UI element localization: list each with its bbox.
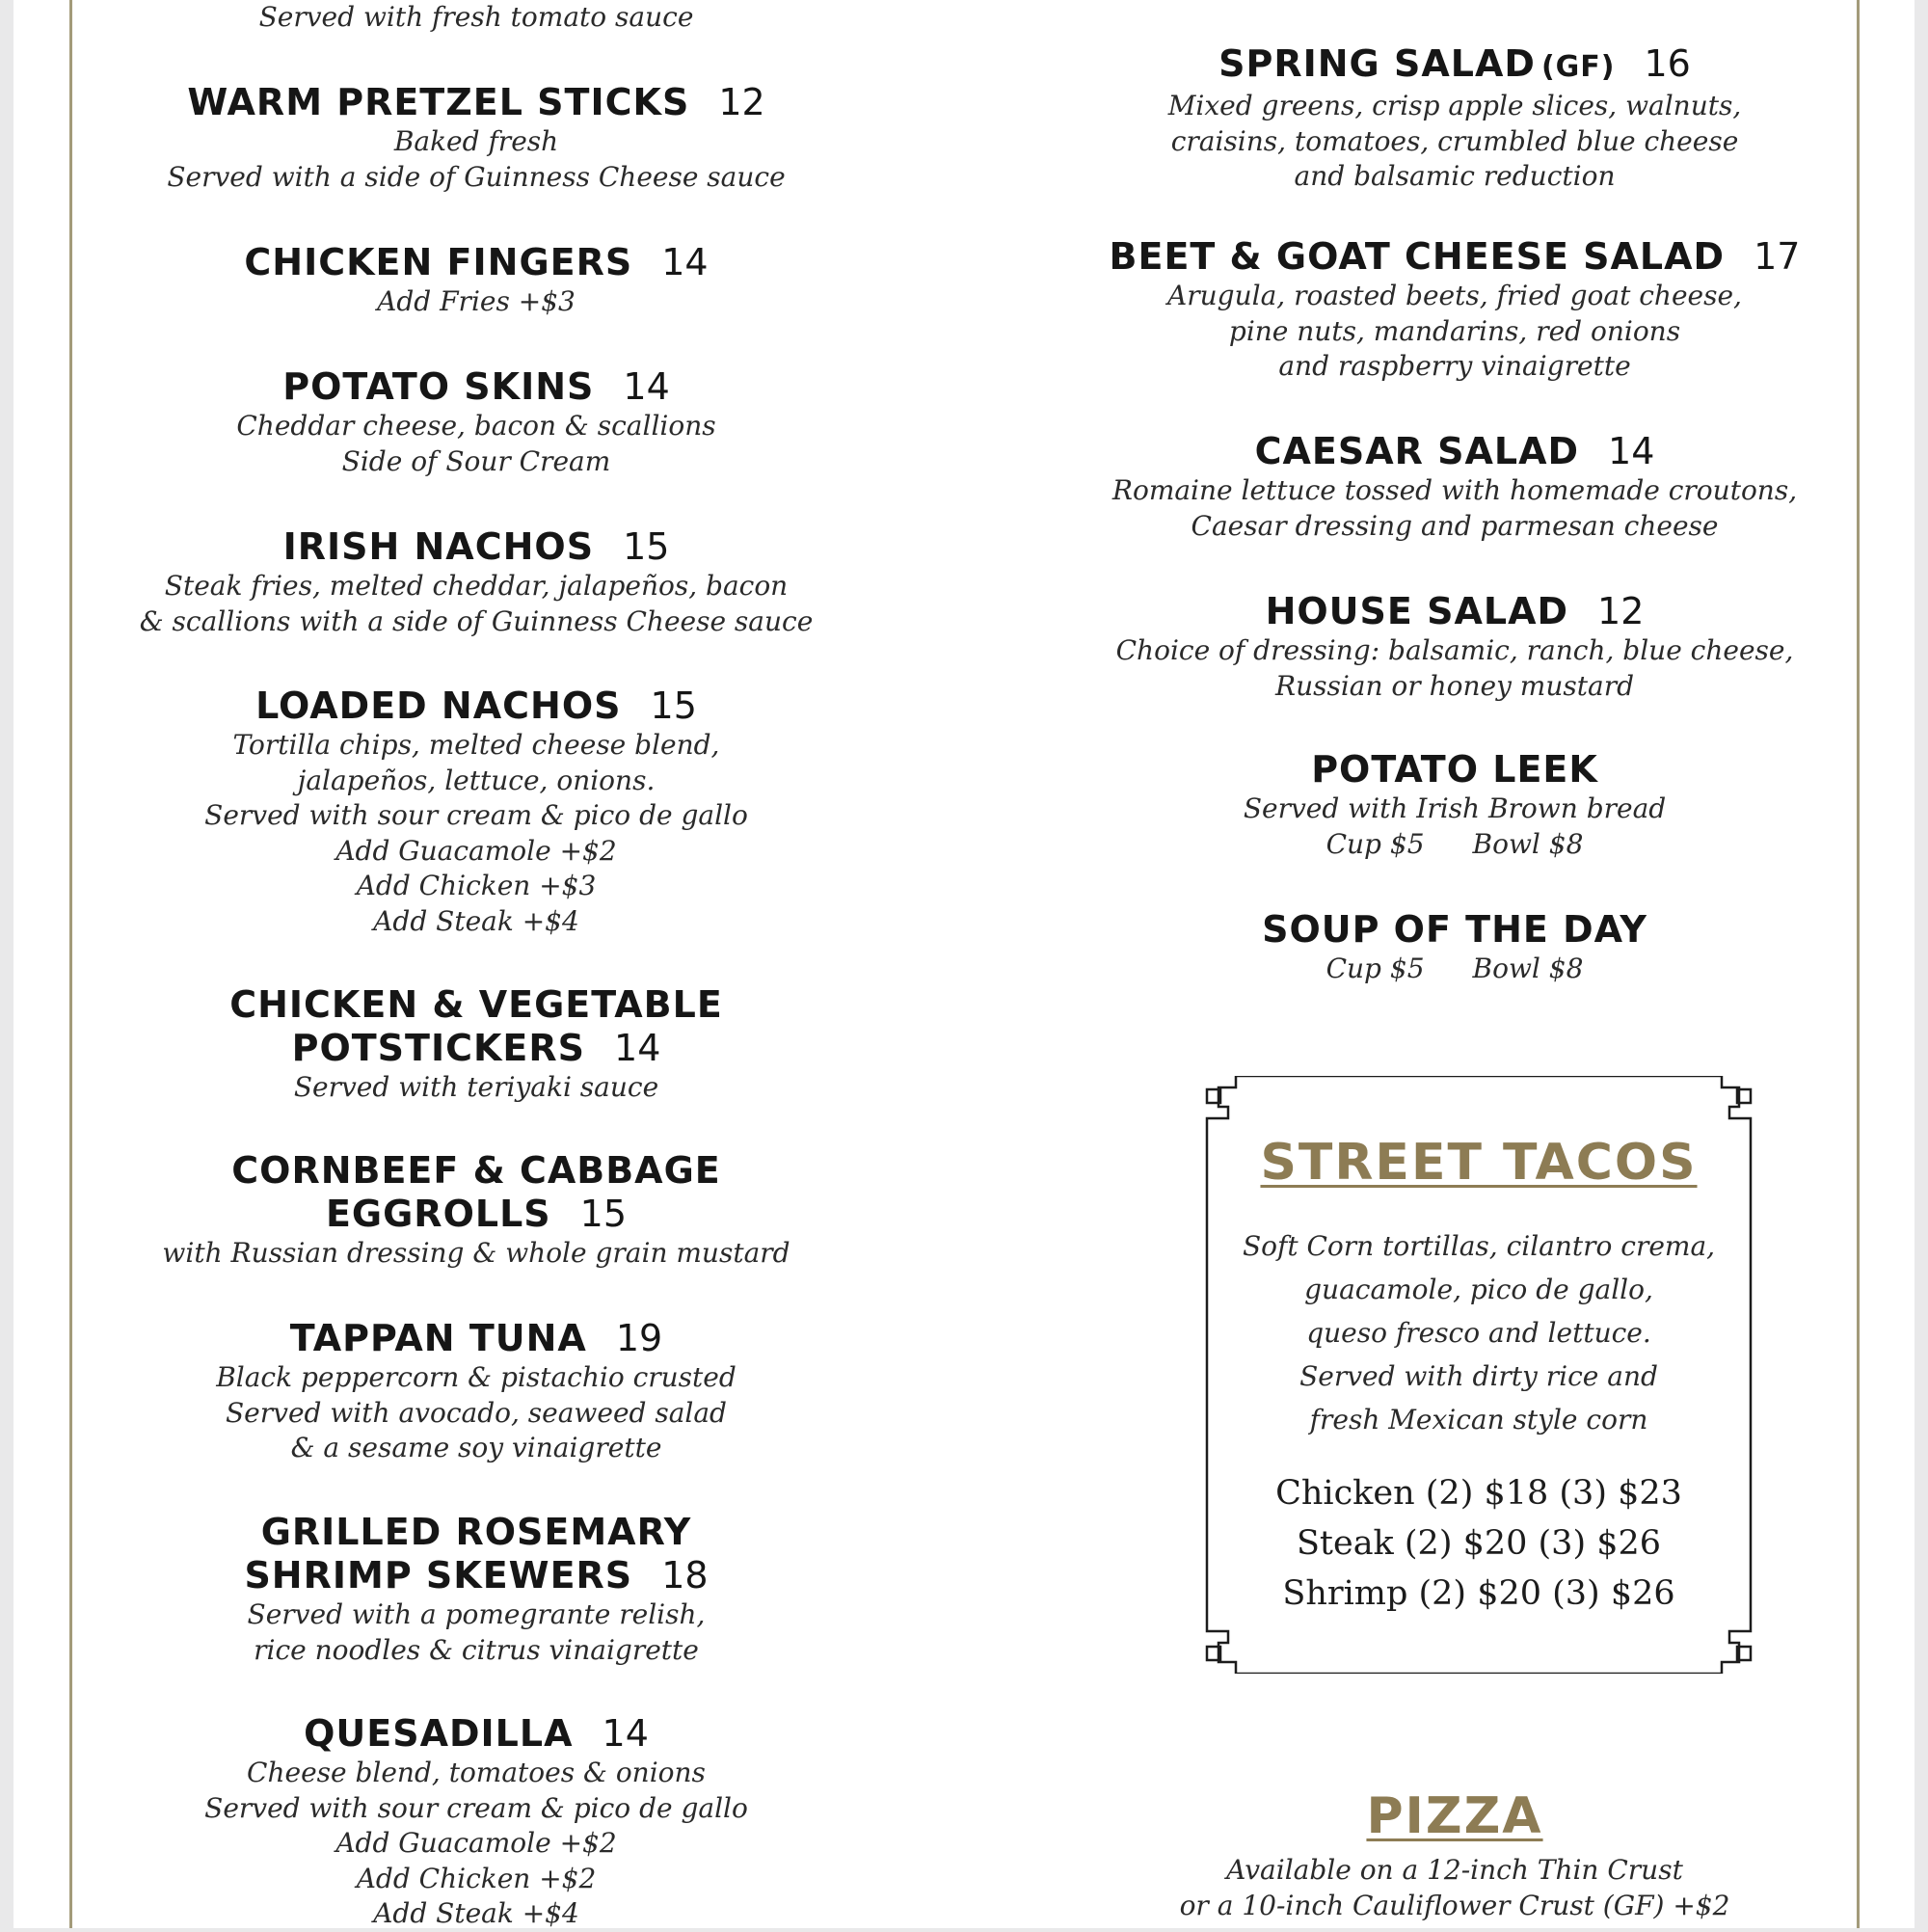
item-name: IRISH NACHOS [282,525,595,568]
menu-item-potato-leek [1088,748,1821,862]
item-desc-line: craisins, tomatoes, crumbled blue cheese [1170,124,1739,157]
item-price: 15 [579,1193,628,1235]
item-desc-line: Add Steak +$4 [373,1897,579,1929]
item-desc-line: rice noodles & citrus vinaigrette [254,1633,699,1666]
item-desc-line: with Russian dressing & whole grain mustard [162,1237,790,1269]
item-price: 14 [623,365,670,408]
tacos-desc-line: queso fresco and lettuce. [1306,1317,1651,1349]
item-name: POTATO SKINS [282,365,595,408]
item-name: QUESADILLA [304,1712,574,1755]
menu-item-beet-goat-cheese-salad [1088,235,1821,385]
item-name: CHICKEN FINGERS [244,241,633,283]
menu-item-tappan-tuna [129,1317,823,1466]
menu-item-warm-pretzel-sticks [129,81,823,195]
item-price: 18 [661,1554,709,1597]
item-name-line2: EGGROLLS [325,1193,551,1235]
pizza-desc-line: Available on a 12-inch Thin Crust [1226,1854,1683,1886]
item-name: SPRING SALAD [1218,42,1536,85]
item-desc-line: Add Chicken +$2 [356,1862,597,1894]
item-desc-line: Cheddar cheese, bacon & scallions [236,410,716,442]
menu-item-soup-of-the-day [1088,908,1821,987]
item-desc-line: jalapeños, lettuce, onions. [297,764,656,796]
item-desc-line: Choice of dressing: balsamic, ranch, blue cheese, [1115,634,1794,666]
item-name-line2: SHRIMP SKEWERS [244,1554,633,1597]
item-price: 14 [661,241,709,283]
menu-page [13,0,1915,1928]
street-tacos-description [1193,1224,1764,1441]
bowl-price: Bowl $8 [1472,827,1584,860]
bowl-price: Bowl $8 [1472,953,1584,984]
item-name-line1: CORNBEEF & CABBAGE [231,1149,721,1192]
menu-item-loaded-nachos [129,684,823,939]
cup-bowl-prices [1088,952,1821,987]
item-desc-line: Tortilla chips, melted cheese blend, [232,729,720,761]
pizza-section [1088,1787,1821,1923]
tacos-price-chicken: Chicken (2) $18 (3) $23 [1275,1474,1682,1513]
item-name: LOADED NACHOS [255,684,622,727]
item-price: 19 [615,1317,663,1359]
tacos-desc-line: fresh Mexican style corn [1309,1404,1648,1436]
item-desc-line: Caesar dressing and parmesan cheese [1191,509,1719,542]
menu-item-house-salad [1088,590,1821,704]
item-desc-line: Arugula, roasted beets, fried goat cheese, [1167,280,1742,311]
tacos-price-shrimp: Shrimp (2) $20 (3) $26 [1282,1574,1675,1613]
item-price: 16 [1644,42,1691,85]
gluten-free-tag: (GF) [1540,50,1616,84]
item-desc-line: Steak fries, melted cheddar, jalapeños, bacon [164,570,789,602]
item-name: CAESAR SALAD [1254,430,1580,472]
item-desc-line: Add Fries +$3 [377,285,576,317]
pizza-title: PIZZA [1366,1787,1543,1845]
menu-item-quesadilla [129,1712,823,1932]
item-desc-line: Cheese blend, tomatoes & onions [247,1757,706,1788]
item-desc-line: Served with a pomegrante relish, [247,1598,706,1630]
tacos-desc-line: guacamole, pico de gallo, [1304,1274,1653,1305]
item-desc-line: Served with sour cream & pico de gallo [204,799,748,831]
item-desc-line: and raspberry vinaigrette [1278,350,1631,382]
item-name-line2: POTSTICKERS [291,1027,586,1069]
item-desc-line: Russian or honey mustard [1275,669,1634,702]
item-desc-line: Add Steak +$4 [373,904,579,937]
item-desc-line: Baked fresh [393,125,559,157]
item-desc-line: Served with Irish Brown bread [1243,792,1667,824]
item-name-line1: CHICKEN & VEGETABLE [229,983,723,1026]
left-border-rule [69,0,72,1928]
menu-item-chicken-fingers [129,241,823,320]
item-name: POTATO LEEK [1311,748,1598,791]
item-desc-line: and balsamic reduction [1294,160,1616,192]
menu-item-eggrolls [129,1149,823,1272]
item-desc-line: Served with sour cream & pico de gallo [204,1791,748,1824]
item-desc-line: & scallions with a side of Guinness Cheese sauce [139,604,814,637]
tacos-desc-line: Soft Corn tortillas, cilantro crema, [1242,1230,1716,1262]
menu-item-shrimp-skewers [129,1511,823,1668]
item-desc-line: Add Guacamole +$2 [335,1827,617,1859]
item-price: 12 [718,81,765,123]
item-price: 14 [602,1712,649,1755]
item-name: SOUP OF THE DAY [1262,908,1647,951]
item-desc-line: & a sesame soy vinaigrette [290,1432,662,1463]
item-desc-line: Served with teriyaki sauce [293,1071,659,1103]
menu-item-potato-skins [129,365,823,479]
tacos-desc-line: Served with dirty rice and [1299,1360,1658,1392]
cup-price: Cup $5 [1326,953,1425,984]
item-desc-line: Mixed greens, crisp apple slices, walnuts, [1167,90,1742,121]
cup-price: Cup $5 [1326,827,1425,860]
item-desc-line: Served with fresh tomato sauce [258,1,694,33]
item-name: WARM PRETZEL STICKS [187,81,690,123]
item-name: BEET & GOAT CHEESE SALAD [1109,235,1726,278]
street-tacos-box [1193,1076,1764,1674]
item-name: TAPPAN TUNA [289,1317,587,1359]
item-desc-line: Side of Sour Cream [341,444,611,477]
menu-item-spring-salad [1088,42,1821,195]
item-desc-line: pine nuts, mandarins, red onions [1228,314,1681,347]
menu-item-irish-nachos [129,525,823,639]
menu-item-potstickers [129,983,823,1106]
item-desc-line: Add Guacamole +$2 [335,834,617,867]
item-desc-line: Black peppercorn & pistachio crusted [216,1361,736,1393]
item-price: 15 [623,525,670,568]
street-tacos-prices [1193,1468,1764,1619]
item-name-line1: GRILLED ROSEMARY [260,1511,692,1553]
street-tacos-title: STREET TACOS [1260,1134,1698,1192]
item-price: 14 [1608,430,1655,472]
item-desc-line: Add Chicken +$3 [356,870,597,901]
right-border-rule [1857,0,1860,1928]
pizza-desc-line: or a 10-inch Cauliflower Crust (GF) +$2 [1179,1889,1730,1921]
item-price: 15 [650,684,697,727]
item-name: HOUSE SALAD [1265,590,1569,632]
menu-item-caesar-salad [1088,430,1821,544]
item-desc-line: Served with avocado, seaweed salad [226,1396,727,1429]
tacos-price-steak: Steak (2) $20 (3) $26 [1296,1524,1662,1563]
item-price: 14 [614,1027,661,1069]
item-desc-line: Served with a side of Guinness Cheese sauce [167,160,786,193]
item-price: 17 [1754,235,1801,278]
item-desc-line: Romaine lettuce tossed with homemade croutons, [1111,474,1798,506]
item-price: 12 [1597,590,1645,632]
menu-item-tomato-sauce [129,0,823,36]
cup-bowl-prices [1088,827,1821,863]
